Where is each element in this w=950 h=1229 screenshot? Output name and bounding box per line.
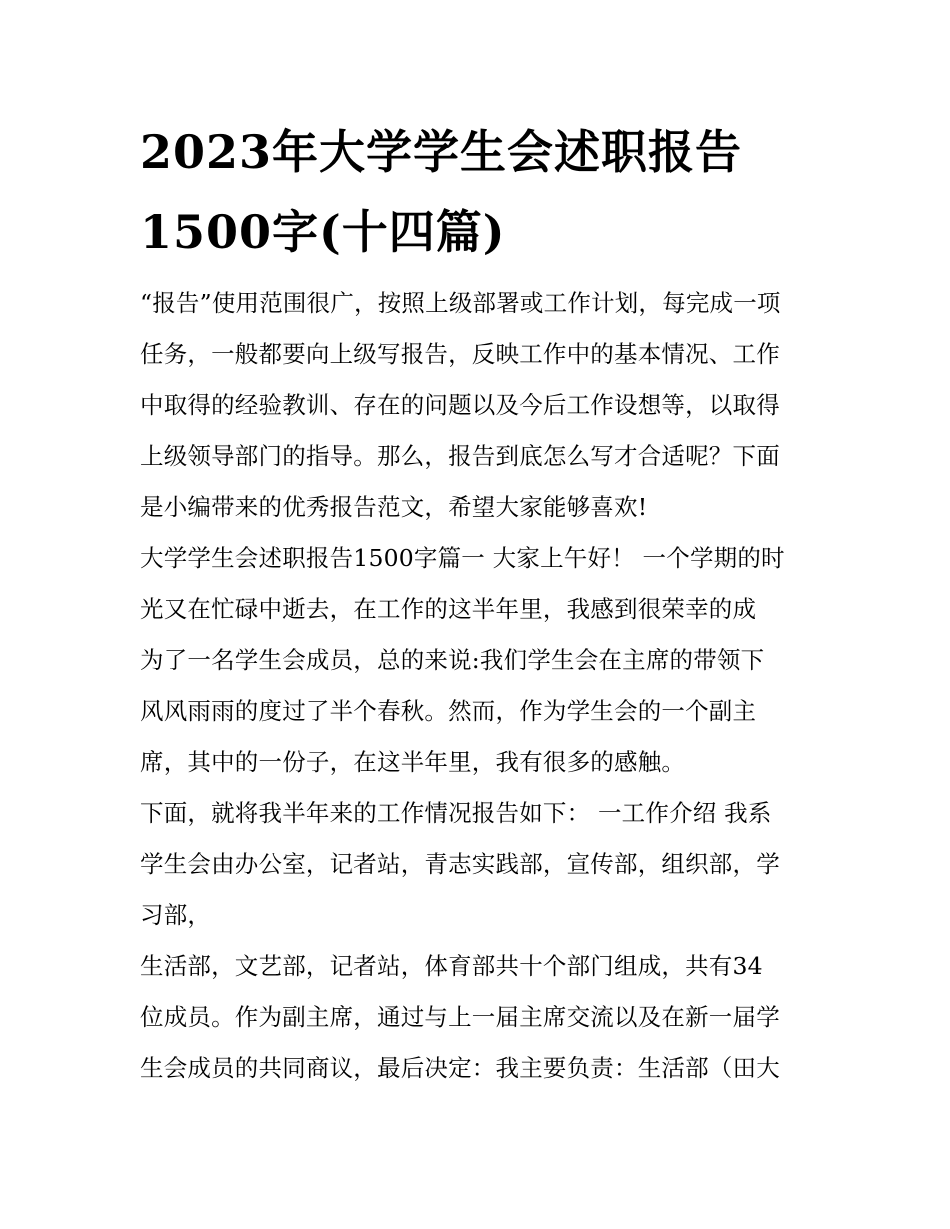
body-line-1: “报告”使用范围很广，按照上级部署或工作计划，每完成一项 bbox=[140, 289, 781, 317]
body-line-14: 生活部，文艺部，记者站，体育部共十个部门组成，共有34 bbox=[140, 952, 763, 980]
title-line-1: 2023年大学学生会述职报告 bbox=[140, 125, 743, 179]
body-line-10: 席，其中的一份子，在这半年里，我有很多的感触。 bbox=[140, 748, 686, 776]
body-line-3: 中取得的经验教训、存在的问题以及今后工作设想等，以取得 bbox=[140, 391, 780, 419]
body-line-2: 任务，一般都要向上级写报告，反映工作中的基本情况、工作 bbox=[140, 340, 780, 368]
document-body bbox=[140, 278, 830, 1094]
body-line-16: 生会成员的共同商议，最后决定：我主要负责：生活部（田大 bbox=[140, 1054, 780, 1082]
body-line-11: 下面，就将我半年来的工作情况报告如下： 一工作介绍 我系 bbox=[140, 799, 772, 827]
body-line-12: 学生会由办公室，记者站，青志实践部，宣传部，组织部，学 bbox=[140, 850, 780, 878]
body-line-6: 大学学生会述职报告1500字篇一 大家上午好！ 一个学期的时 bbox=[140, 544, 785, 572]
body-line-8: 为了一名学生会成员，总的来说:我们学生会在主席的带领下 bbox=[140, 646, 765, 674]
body-line-15: 位成员。作为副主席，通过与上一届主席交流以及在新一届学 bbox=[140, 1003, 780, 1031]
body-line-5: 是小编带来的优秀报告范文，希望大家能够喜欢! bbox=[140, 493, 648, 521]
body-line-9: 风风雨雨的度过了半个春秋。然而，作为学生会的一个副主 bbox=[140, 697, 757, 725]
body-line-13: 习部， bbox=[140, 901, 212, 929]
document-title bbox=[140, 112, 840, 272]
body-line-7: 光又在忙碌中逝去，在工作的这半年里，我感到很荣幸的成 bbox=[140, 595, 757, 623]
title-line-2: 1500字(十四篇) bbox=[140, 205, 506, 259]
body-line-4: 上级领导部门的指导。那么，报告到底怎么写才合适呢？下面 bbox=[140, 442, 780, 470]
